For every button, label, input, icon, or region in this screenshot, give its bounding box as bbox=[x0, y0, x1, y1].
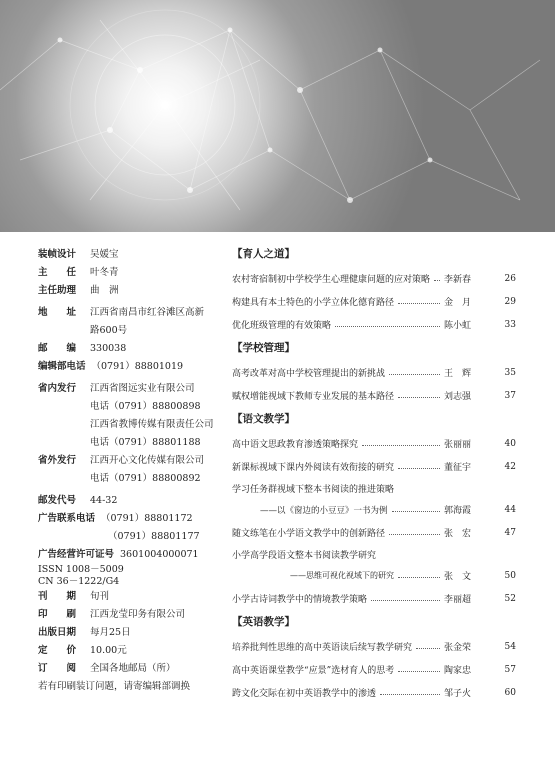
entry-title: 跨文化交际在初中英语教学中的渗透 bbox=[232, 689, 377, 699]
masthead-label: 定 价 bbox=[38, 645, 77, 656]
printing-note: 若有印刷装订问题，请寄编辑部调换 bbox=[38, 681, 191, 692]
cover-banner-image bbox=[0, 0, 555, 232]
entry-page: 35 bbox=[504, 367, 516, 378]
masthead-value: 330038 bbox=[90, 343, 127, 354]
masthead-label: 装帧设计 bbox=[38, 249, 77, 260]
section-title: 【学校管理】 bbox=[232, 342, 295, 354]
masthead-row bbox=[38, 588, 238, 606]
toc-entry[interactable] bbox=[232, 521, 516, 544]
masthead-label bbox=[38, 434, 90, 452]
entry-title: 小学古诗词教学中的情境教学策略 bbox=[232, 595, 368, 605]
masthead-label: 主任助理 bbox=[38, 285, 77, 296]
toc-entry[interactable] bbox=[232, 384, 516, 407]
masthead-value: 每月25日 bbox=[90, 627, 131, 638]
toc-entry[interactable] bbox=[232, 361, 516, 384]
masthead-label: 刊 期 bbox=[38, 591, 77, 602]
section-title: 【英语教学】 bbox=[232, 616, 295, 628]
masthead-label: 省内发行 bbox=[38, 383, 77, 394]
entry-author: 李丽超 bbox=[444, 595, 472, 605]
entry-title: ——思维可视化视域下的研究 bbox=[290, 571, 394, 580]
masthead-value: 44-32 bbox=[90, 495, 118, 506]
section-title: 【育人之道】 bbox=[232, 248, 295, 260]
entry-page: 57 bbox=[504, 664, 516, 675]
entry-page: 26 bbox=[504, 273, 516, 284]
masthead-row bbox=[38, 452, 238, 470]
entry-page: 40 bbox=[504, 438, 516, 449]
masthead-row bbox=[38, 398, 238, 416]
masthead-row bbox=[38, 470, 238, 488]
toc-entry-subtitle[interactable] bbox=[232, 498, 516, 521]
entry-title: 新课标视域下课内外阅读有效衔接的研究 bbox=[232, 463, 395, 473]
masthead-value: 江西省南昌市红谷滩区高新 bbox=[90, 307, 205, 318]
masthead-value: 江西开心文化传媒有限公司 bbox=[90, 455, 205, 466]
toc-entry[interactable] bbox=[232, 478, 516, 498]
masthead-info bbox=[38, 246, 238, 696]
masthead-value: 旬刊 bbox=[90, 591, 110, 602]
entry-page: 50 bbox=[504, 570, 516, 581]
masthead-value: 江西省图远实业有限公司 bbox=[90, 383, 195, 394]
entry-title: 培养批判性思维的高中英语读后续写教学研究 bbox=[232, 643, 413, 653]
entry-title: 小学高学段语文整本书阅读教学研究 bbox=[232, 550, 377, 561]
masthead-value: 江西省教博传媒有限责任公司 bbox=[90, 419, 214, 430]
entry-author: 张 文 bbox=[444, 572, 472, 582]
entry-title: 农村寄宿制初中学校学生心理健康问题的应对策略 bbox=[232, 275, 431, 285]
entry-page: 47 bbox=[504, 527, 516, 538]
entry-author: 李新春 bbox=[444, 275, 472, 285]
masthead-row bbox=[38, 642, 238, 660]
masthead-row bbox=[38, 380, 238, 398]
masthead-row bbox=[38, 492, 238, 510]
entry-author: 金 月 bbox=[444, 298, 472, 308]
masthead-label bbox=[38, 470, 90, 488]
masthead-label: 订 阅 bbox=[38, 663, 77, 674]
masthead-row bbox=[38, 528, 238, 546]
masthead-row bbox=[38, 264, 238, 282]
entry-page: 44 bbox=[504, 504, 516, 515]
toc-entry[interactable] bbox=[232, 544, 516, 564]
masthead-row bbox=[38, 660, 238, 678]
masthead-value: 电话（0791）88801188 bbox=[90, 437, 201, 448]
issn: ISSN 1008－5009 bbox=[38, 564, 124, 575]
entry-page: 52 bbox=[504, 593, 516, 604]
masthead-row bbox=[38, 282, 238, 300]
entry-title: 随文练笔在小学语文教学中的创新路径 bbox=[232, 529, 386, 539]
masthead-row bbox=[38, 510, 238, 528]
toc-entry[interactable] bbox=[232, 432, 516, 455]
entry-page: 37 bbox=[504, 390, 516, 401]
masthead-row bbox=[38, 434, 238, 452]
masthead-label: 邮 编 bbox=[38, 343, 77, 354]
masthead-value: 路600号 bbox=[90, 325, 128, 336]
masthead-value: 全国各地邮局（所） bbox=[90, 663, 176, 674]
entry-author: 郭海霞 bbox=[444, 506, 472, 516]
masthead-row bbox=[38, 546, 238, 564]
entry-title: ——以《窗边的小豆豆》一书为例 bbox=[260, 505, 388, 516]
entry-page: 60 bbox=[504, 687, 516, 698]
masthead-row bbox=[38, 606, 238, 624]
entry-author: 张 宏 bbox=[444, 529, 472, 539]
entry-author: 张丽丽 bbox=[444, 440, 472, 450]
masthead-row bbox=[38, 624, 238, 642]
masthead-label: 广告经营许可证号 bbox=[38, 549, 115, 560]
entry-title: 高考改革对高中学校管理提出的新挑战 bbox=[232, 369, 386, 379]
entry-title: 构建具有本土特色的小学立体化德育路径 bbox=[232, 298, 395, 308]
entry-page: 42 bbox=[504, 461, 516, 472]
entry-title: 高中英语课堂教学“应景”选材育人的思考 bbox=[232, 666, 395, 676]
entry-author: 张金荣 bbox=[444, 643, 472, 653]
masthead-value: 江西龙莹印务有限公司 bbox=[90, 609, 186, 620]
entry-title: 赋权增能视域下教师专业发展的基本路径 bbox=[232, 392, 395, 402]
masthead-label: 主 任 bbox=[38, 267, 77, 278]
masthead-label: 编辑部电话 bbox=[38, 361, 86, 372]
masthead-label: 出版日期 bbox=[38, 627, 77, 638]
masthead-row bbox=[38, 340, 238, 358]
masthead-value: 10.00元 bbox=[90, 645, 127, 656]
masthead-row bbox=[38, 246, 238, 264]
masthead-value: （0791）88801172 bbox=[101, 513, 193, 524]
masthead-label bbox=[38, 528, 108, 546]
entry-author: 刘志强 bbox=[444, 392, 472, 402]
masthead-label: 印 刷 bbox=[38, 609, 77, 620]
masthead-value: 叶冬青 bbox=[90, 267, 119, 278]
toc-entry[interactable] bbox=[232, 587, 516, 610]
masthead-label bbox=[38, 416, 90, 434]
masthead-value: 电话（0791）88800898 bbox=[90, 401, 201, 412]
masthead-row bbox=[38, 358, 238, 376]
entry-author: 王 辉 bbox=[444, 369, 472, 379]
entry-author: 邹子火 bbox=[444, 689, 472, 699]
entry-title: 高中语文思政教育渗透策略探究 bbox=[232, 440, 359, 450]
masthead-value: （0791）88801019 bbox=[91, 361, 184, 372]
toc-entry[interactable] bbox=[232, 267, 516, 290]
masthead-label: 广告联系电话 bbox=[38, 513, 96, 524]
cn-number: CN 36－1222/G4 bbox=[38, 576, 120, 587]
entry-author: 陈小虹 bbox=[444, 321, 472, 331]
masthead-value: 电话（0791）88800892 bbox=[90, 473, 201, 484]
section-title: 【语文教学】 bbox=[232, 413, 295, 425]
toc-entry[interactable] bbox=[232, 313, 516, 336]
toc-entry[interactable] bbox=[232, 635, 516, 658]
masthead-label: 省外发行 bbox=[38, 455, 77, 466]
toc-entry-subtitle[interactable] bbox=[232, 564, 516, 587]
masthead-value: （0791）88801177 bbox=[108, 531, 200, 542]
masthead-label: 地 址 bbox=[38, 307, 77, 318]
network-graphic bbox=[0, 0, 555, 232]
entry-title: 优化班级管理的有效策略 bbox=[232, 321, 332, 331]
entry-page: 33 bbox=[504, 319, 516, 330]
masthead-row bbox=[38, 322, 238, 340]
masthead-value: 曲 洲 bbox=[90, 285, 119, 296]
masthead-label bbox=[38, 398, 90, 416]
masthead-value: 吴媛宝 bbox=[90, 249, 119, 260]
toc-entry[interactable] bbox=[232, 455, 516, 478]
toc-entry[interactable] bbox=[232, 681, 516, 704]
masthead-label: 邮发代号 bbox=[38, 495, 77, 506]
table-of-contents bbox=[232, 246, 516, 704]
masthead-label bbox=[38, 322, 90, 340]
toc-entry[interactable] bbox=[232, 290, 516, 313]
masthead-row bbox=[38, 304, 238, 322]
entry-page: 29 bbox=[504, 296, 516, 307]
entry-author: 陶家忠 bbox=[444, 666, 472, 676]
masthead-value: 3601004000071 bbox=[120, 549, 199, 560]
masthead-row bbox=[38, 416, 238, 434]
entry-title: 学习任务群视域下整本书阅读的推进策略 bbox=[232, 484, 395, 495]
entry-page: 54 bbox=[504, 641, 516, 652]
toc-entry[interactable] bbox=[232, 658, 516, 681]
entry-author: 董征宇 bbox=[444, 463, 472, 473]
